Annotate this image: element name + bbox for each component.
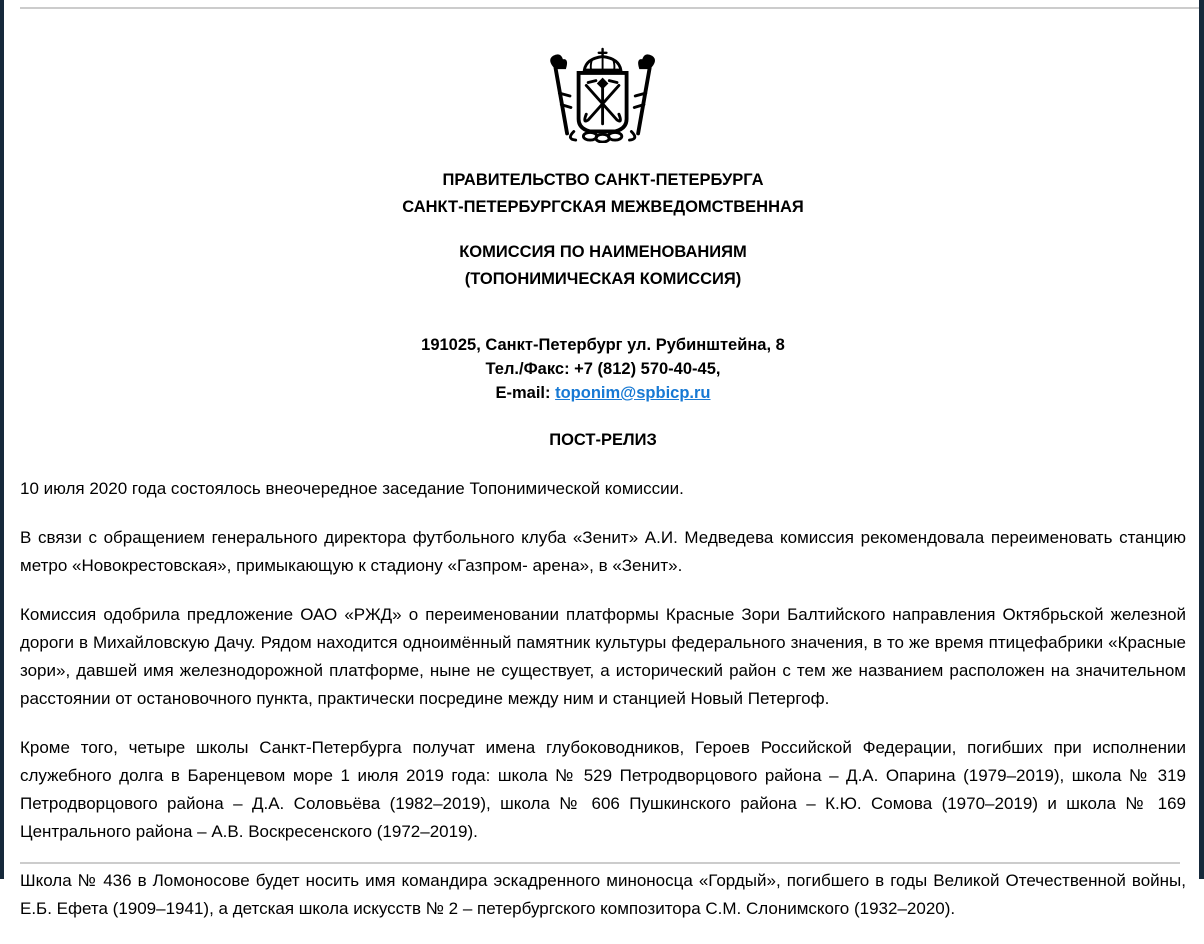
org-line-toponymic: (ТОПОНИМИЧЕСКАЯ КОМИССИЯ) [464,270,742,288]
email-link[interactable]: toponim@spbicp.ru [555,384,711,402]
org-line-commission: КОМИССИЯ ПО НАИМЕНОВАНИЯМ [459,243,747,261]
contact-email-line [20,381,1186,405]
paragraph-school-436: Школа № 436 в Ломоносове будет носить имя командира эскадренного миноносца «Гордый», погибшего в годы Великой Отечественной войны, Е.Б. Ефета (1909–1941), а детская школа искусств № 2 – петербургского композитора С.М. Слонимского (1932–2020). [20,871,1186,918]
emblem-container [20,47,1186,143]
paragraph-meeting: 10 июля 2020 года состоялось внеочередное заседание Топонимической комиссии. [20,479,684,498]
contact-address: 191025, Санкт-Петербург ул. Рубинштейна, 8 [421,336,785,354]
org-line-government: ПРАВИТЕЛЬСТВО САНКТ-ПЕТЕРБУРГА [442,171,764,189]
window-frame-right [1199,0,1204,879]
document-page [20,0,1186,944]
window-frame-left [0,0,4,879]
contact-phone: Тел./Факс: +7 (812) 570-40-45, [485,360,721,378]
paragraph-zenit-station: В связи с обращением генерального директора футбольного клуба «Зенит» А.И. Медведева комиссия рекомендовала переименовать станцию метро «Новокрестовская», примыкающую к стадиону «Газпром- арена», в «Зенит». [20,528,1186,575]
spb-coat-of-arms-icon [521,47,684,143]
header-spacer [20,221,1186,239]
document-title: ПОСТ-РЕЛИЗ [549,431,657,449]
document-body [20,475,1186,923]
email-label: E-mail: [495,384,556,402]
contact-block [20,333,1186,405]
paragraph-krasnye-zori: Комиссия одобрила предложение ОАО «РЖД» о переименовании платформы Красные Зори Балтийского направления Октябрьской железной дороги в Михайловскую Дачу. Рядом находится одноимённый памятник культуры федерального значения, в то же время птицефабрики «Красные зори», давшей имя железнодорожной платформе, ныне не существует, а исторический район с тем же названием расположен на значительном расстоянии от остановочного пункта, практически посредине между ним и станцией Новый Петергоф. [20,605,1186,708]
organization-header [20,167,1186,293]
paragraph-schools-heroes: Кроме того, четыре школы Санкт-Петербурга получат имена глубоководников, Героев Российской Федерации, погибших при исполнении служебного долга в Баренцевом море 1 июля 2019 года: школа № 529 Петродворцового района – Д.А. Опарина (1979–2019), школа № 319 Петродворцового района – Д.А. Соловьёва (1982–2019), школа № 606 Пушкинского района – К.Ю. Сомова (1970–2019) и школа № 169 Центрального района – А.В. Воскресенского (1972–2019). [20,738,1186,841]
org-line-interagency: САНКТ-ПЕТЕРБУРГСКАЯ МЕЖВЕДОМСТВЕННАЯ [402,198,804,216]
